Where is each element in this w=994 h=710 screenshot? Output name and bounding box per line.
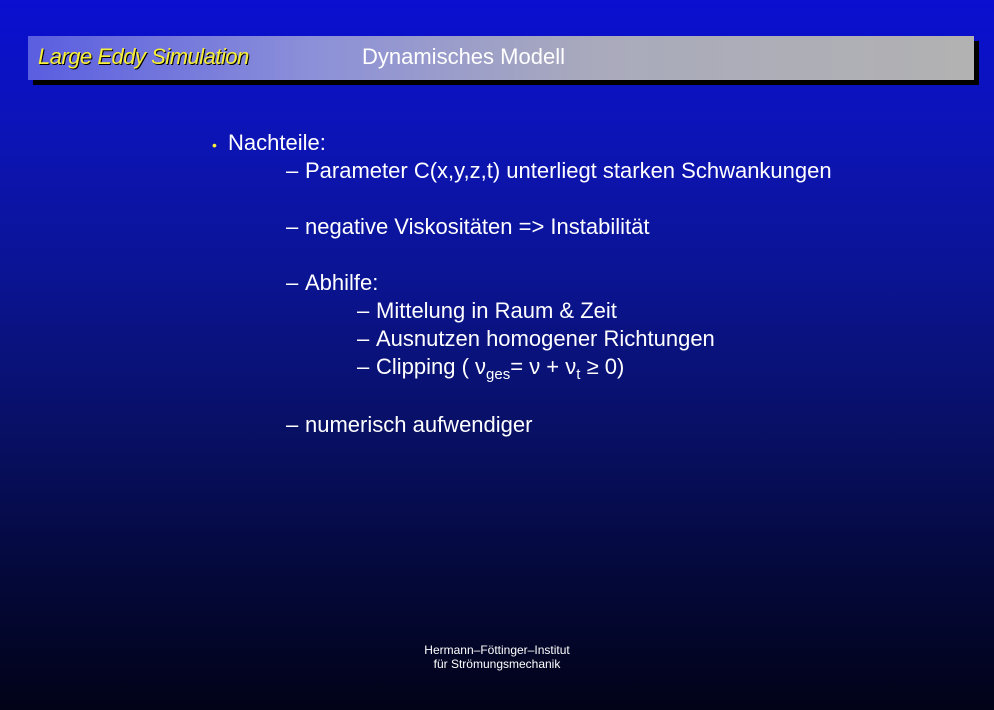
list-item-text: Parameter C(x,y,z,t) unterliegt starken Schwankungen: [305, 158, 832, 183]
bullet-icon: •: [212, 137, 217, 153]
subscript-t: t: [576, 366, 581, 383]
header-topic: Large Eddy Simulation: [38, 44, 249, 69]
clipping-formula-prefix: Clipping ( ν: [376, 354, 487, 379]
footer-institute-line1: Hermann–Föttinger–Institut: [424, 643, 570, 657]
clipping-formula-middle: = ν + ν: [510, 354, 577, 379]
dash-icon: –: [286, 158, 299, 183]
dash-icon: –: [286, 270, 299, 295]
dash-icon: –: [357, 326, 370, 351]
list-item-text: numerisch aufwendiger: [305, 412, 533, 437]
dash-icon: –: [357, 354, 370, 379]
sub-list-item-text: Mittelung in Raum & Zeit: [376, 298, 617, 323]
sub-list-item: [357, 354, 625, 383]
list-item-text: negative Viskositäten => Instabilität: [305, 214, 650, 239]
sub-list-item: [357, 298, 617, 324]
sub-list-item: [357, 326, 715, 352]
list-item: [286, 270, 378, 296]
dash-icon: –: [286, 412, 299, 437]
dash-icon: –: [357, 298, 370, 323]
clipping-formula-suffix: 0): [604, 354, 625, 379]
bullet-heading: Nachteile:: [228, 130, 326, 155]
list-item: [286, 412, 532, 438]
sub-list-item-text: Ausnutzen homogener Richtungen: [376, 326, 715, 351]
list-item-text: Abhilfe:: [305, 270, 379, 295]
subscript-ges: ges: [486, 366, 511, 383]
list-item: [286, 158, 832, 184]
list-item: [286, 214, 649, 240]
dash-icon: –: [286, 214, 299, 239]
greater-equal-symbol: ≥: [586, 354, 599, 379]
footer-institute-line2: für Strömungsmechanik: [433, 657, 561, 671]
slide-title: Dynamisches Modell: [362, 44, 565, 69]
